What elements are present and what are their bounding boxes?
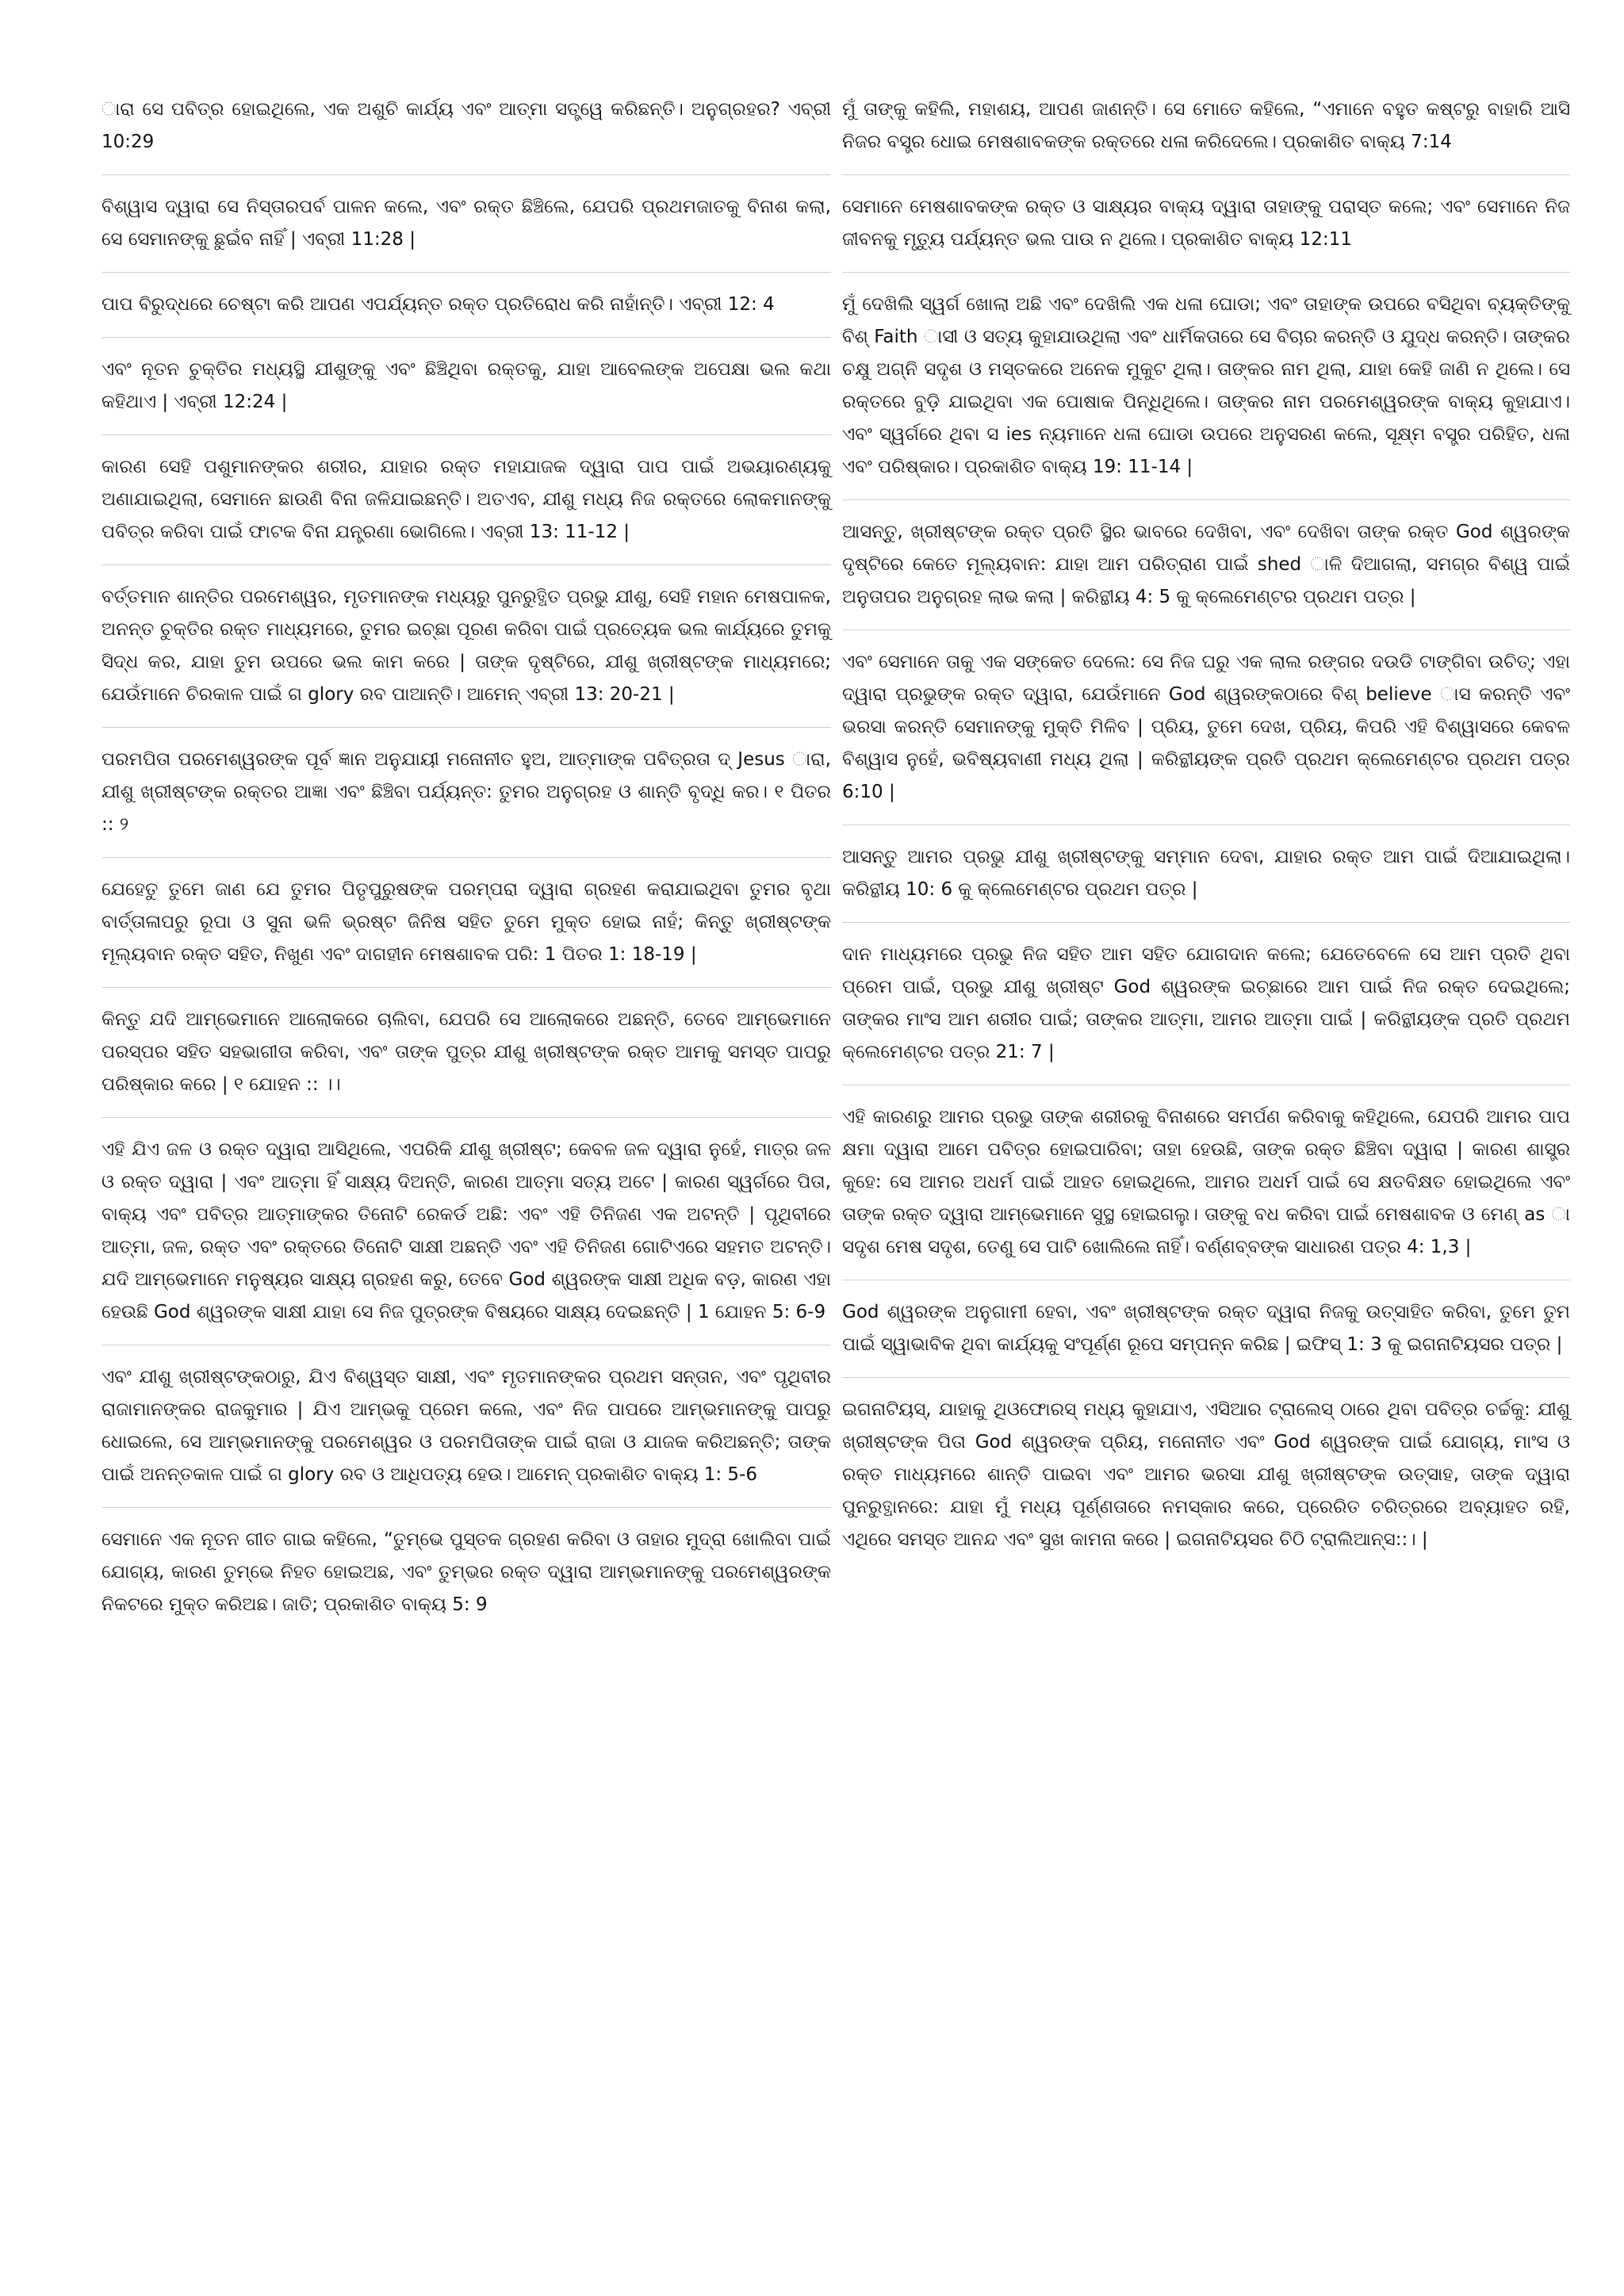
paragraph-divider [102,1507,831,1508]
verse-paragraph: ପାପ ବିରୁଦ୍ଧରେ ଚେଷ୍ଟା କରି ଆପଣ ଏପର୍ଯ୍ୟନ୍ତ ରକ୍ତ ପ୍ରତିରୋଧ କରି ନାହାଁନ୍ତି। ଏବ୍ରୀ 12: 4 [102,294,775,315]
paragraph-divider [842,922,1570,923]
verse-paragraph: ମୁଁ ଦେଖିଲି ସ୍ୱର୍ଗ ଖୋଲା ଅଛି ଏବଂ ଦେଖିଲି ଏକ ଧଳା ଘୋଡା; ଏବଂ ତାହାଙ୍କ ଉପରେ ବସିଥିବା ବ୍ୟକ୍ତିଙ୍କୁ ବିଶ୍ Faith ାସୀ ଓ ସତ୍ୟ କୁହାଯାଉଥିଲା ଏବଂ ଧାର୍ମିକତାରେ ସେ ବିଚାର କରନ୍ତି ଓ ଯୁଦ୍ଧ କରନ୍ତି। ତାଙ୍କର ଚକ୍ଷୁ ଅଗ୍ନି ସଦୃଶ ଓ ମସ୍ତକରେ ଅନେକ ମୁକୁଟ ଥିଲା। ତାଙ୍କର ନାମ ଥିଲା, ଯାହା କେହି ଜାଣି ନ ଥିଲେ। ସେ ରକ୍ତରେ ବୁଡ଼ି ଯାଇଥିବା ଏକ ପୋଷାକ ପିନ୍ଧିଥିଲେ। ତାଙ୍କର ନାମ ପରମେଶ୍ୱରଙ୍କ ବାକ୍ୟ କୁହାଯାଏ। ଏବଂ ସ୍ୱର୍ଗରେ ଥିବା ସ ies ନ୍ୟମାନେ ଧଳା ଘୋଡା ଉପରେ ଅନୁସରଣ କଲେ, ସୂକ୍ଷ୍ମ ବସ୍ତ୍ର ପରିହିତ, ଧଳା ଏବଂ ପରିଷ୍କାର। ପ୍ରକାଶିତ ବାକ୍ୟ 19: 11-14 | [842,294,1570,477]
left-column [102,94,831,1621]
paragraph-divider [842,499,1570,500]
verse-paragraph: ଏବଂ ସେମାନେ ତାକୁ ଏକ ସଙ୍କେତ ଦେଲେ: ସେ ନିଜ ଘରୁ ଏକ ଲାଲ ରଙ୍ଗର ଦଉଡି ଟାଙ୍ଗିବା ଉଚିତ୍; ଏହା ଦ୍ୱାରା ପ୍ରଭୁଙ୍କ ରକ୍ତ ଦ୍ୱାରା, ଯେଉଁମାନେ God ଶ୍ୱରଙ୍କଠାରେ ବିଶ୍ believe ାସ କରନ୍ତି ଏବଂ ଭରସା କରନ୍ତି ସେମାନଙ୍କୁ ମୁକ୍ତି ମିଳିବ | ପ୍ରିୟ, ତୁମେ ଦେଖ, ପ୍ରିୟ, କିପରି ଏହି ବିଶ୍ୱାସରେ କେବଳ ବିଶ୍ୱାସ ନୁହେଁ, ଭବିଷ୍ୟବାଣୀ ମଧ୍ୟ ଥିଲା | କରିନ୍ଥୀୟଙ୍କ ପ୍ରତି ପ୍ରଥମ କ୍ଲେମେଣ୍ଟର ପ୍ରଥମ ପତ୍ର 6:10 | [842,652,1570,802]
verse-paragraph: ବିଶ୍ୱାସ ଦ୍ୱାରା ସେ ନିସ୍ତାରପର୍ବ ପାଳନ କଲେ, ଏବଂ ରକ୍ତ ଛିଞ୍ଚିଲେ, ଯେପରି ପ୍ରଥମଜାତକୁ ବିନାଶ କଲା, ସେ ସେମାନଙ୍କୁ ଛୁଇଁବ ନାହିଁ | ଏବ୍ରୀ 11:28 | [102,197,831,250]
verse-paragraph: ଏହି କାରଣରୁ ଆମର ପ୍ରଭୁ ତାଙ୍କ ଶରୀରକୁ ବିନାଶରେ ସମର୍ପଣ କରିବାକୁ କହିଥିଲେ, ଯେପରି ଆମର ପାପ କ୍ଷମା ଦ୍ୱାରା ଆମେ ପବିତ୍ର ହୋଇପାରିବା; ତାହା ହେଉଛି, ତାଙ୍କ ରକ୍ତ ଛିଞ୍ଚିବା ଦ୍ୱାରା | କାରଣ ଶାସ୍ତ୍ର କୁହେ: ସେ ଆମର ଅଧର୍ମ ପାଇଁ ଆହତ ହୋଇଥିଲେ, ଆମର ଅଧର୍ମ ପାଇଁ ସେ କ୍ଷତବିକ୍ଷତ ହୋଇଥିଲେ ଏବଂ ତାଙ୍କ ରକ୍ତ ଦ୍ୱାରା ଆମ୍ଭେମାନେ ସୁସ୍ଥ ହୋଇଗଲୁ। ତାଙ୍କୁ ବଧ କରିବା ପାଇଁ ମେଷଶାବକ ଓ ମେଣ୍ as ା ସଦୃଶ ମେଷ ସଦୃଶ, ତେଣୁ ସେ ପାଟି ଖୋଲିଲେ ନାହିଁ। ବର୍ଣ୍ଣବ୍ବଙ୍କ ସାଧାରଣ ପତ୍ର 4: 1,3 | [842,1107,1570,1257]
verse-paragraph: ଏବଂ ଯୀଶୁ ଖ୍ରୀଷ୍ଟଙ୍କଠାରୁ, ଯିଏ ବିଶ୍ୱସ୍ତ ସାକ୍ଷୀ, ଏବଂ ମୃତମାନଙ୍କର ପ୍ରଥମ ସନ୍ତାନ, ଏବଂ ପୃଥିବୀର ରାଜାମାନଙ୍କର ରାଜକୁମାର | ଯିଏ ଆମ୍ଭକୁ ପ୍ରେମ କଲେ, ଏବଂ ନିଜ ପାପରେ ଆମ୍ଭମାନଙ୍କୁ ପାପରୁ ଧୋଇଲେ, ସେ ଆମ୍ଭମାନଙ୍କୁ ପରମେଶ୍ୱର ଓ ପରମପିତାଙ୍କ ପାଇଁ ରାଜା ଓ ଯାଜକ କରିଅଛନ୍ତି; ତାଙ୍କ ପାଇଁ ଅନନ୍ତକାଳ ପାଇଁ ଗ glory ରବ ଓ ଆଧିପତ୍ୟ ହେଉ। ଆମେନ୍ ପ୍ରକାଶିତ ବାକ୍ୟ 1: 5-6 [102,1367,831,1485]
paragraph-divider [102,174,831,175]
paragraph-divider [102,337,831,338]
verse-paragraph: କାରଣ ସେହି ପଶୁମାନଙ୍କର ଶରୀର, ଯାହାର ରକ୍ତ ମହାଯାଜକ ଦ୍ୱାରା ପାପ ପାଇଁ ଅଭୟାରଣ୍ୟକୁ ଅଣାଯାଇଥିଲା, ସେମାନେ ଛାଉଣି ବିନା ଜଳିଯାଇଛନ୍ତି। ଅତଏବ, ଯୀଶୁ ମଧ୍ୟ ନିଜ ରକ୍ତରେ ଲୋକମାନଙ୍କୁ ପବିତ୍ର କରିବା ପାଇଁ ଫାଟକ ବିନା ଯନ୍ତ୍ରଣା ଭୋଗିଲେ। ଏବ୍ରୀ 13: 11-12 | [102,457,831,542]
verse-paragraph: God ଶ୍ୱରଙ୍କ ଅନୁଗାମୀ ହେବା, ଏବଂ ଖ୍ରୀଷ୍ଟଙ୍କ ରକ୍ତ ଦ୍ୱାରା ନିଜକୁ ଉତ୍ସାହିତ କରିବା, ତୁମେ ତୁମ ପାଇଁ ସ୍ୱାଭାବିକ ଥିବା କାର୍ଯ୍ୟକୁ ସଂପୂର୍ଣ୍ଣ ରୂପେ ସମ୍ପନ୍ନ କରିଛ | ଇଫିସ୍ 1: 3 କୁ ଇଗନାଟିୟସର ପତ୍ର | [842,1302,1570,1355]
paragraph-divider [102,564,831,565]
paragraph-divider [842,174,1570,175]
verse-paragraph: ବର୍ତ୍ତମାନ ଶାନ୍ତିର ପରମେଶ୍ୱର, ମୃତମାନଙ୍କ ମଧ୍ୟରୁ ପୁନରୁତ୍ଥିତ ପ୍ରଭୁ ଯୀଶୁ, ସେହି ମହାନ ମେଷପାଳକ, ଅନନ୍ତ ଚୁକ୍ତିର ରକ୍ତ ମାଧ୍ୟମରେ, ତୁମର ଇଚ୍ଛା ପୂରଣ କରିବା ପାଇଁ ପ୍ରତ୍ୟେକ ଭଲ କାର୍ଯ୍ୟରେ ତୁମକୁ ସିଦ୍ଧ କର, ଯାହା ତୁମ ଉପରେ ଭଲ କାମ କରେ | ତାଙ୍କ ଦୃଷ୍ଟିରେ, ଯୀଶୁ ଖ୍ରୀଷ୍ଟଙ୍କ ମାଧ୍ୟମରେ; ଯେଉଁମାନେ ଚିରକାଳ ପାଇଁ ଗ glory ରବ ପାଆନ୍ତି। ଆମେନ୍ ଏବ୍ରୀ 13: 20-21 | [102,587,831,705]
verse-paragraph: ଇଗନାଟିୟସ୍, ଯାହାକୁ ଥିଓଫୋରସ୍ ମଧ୍ୟ କୁହାଯାଏ, ଏସିଆର ଟ୍ରାଲେସ୍ ଠାରେ ଥିବା ପବିତ୍ର ଚର୍ଚ୍ଚକୁ: ଯୀଶୁ ଖ୍ରୀଷ୍ଟଙ୍କ ପିତା God ଶ୍ୱରଙ୍କ ପ୍ରିୟ, ମନୋନୀତ ଏବଂ God ଶ୍ୱରଙ୍କ ପାଇଁ ଯୋଗ୍ୟ, ମାଂସ ଓ ରକ୍ତ ମାଧ୍ୟମରେ ଶାନ୍ତି ପାଇବା ଏବଂ ଆମର ଭରସା ଯୀଶୁ ଖ୍ରୀଷ୍ଟଙ୍କ ଉତ୍ସାହ, ତାଙ୍କ ଦ୍ୱାରା ପୁନରୁତ୍ଥାନରେ: ଯାହା ମୁଁ ମଧ୍ୟ ପୂର୍ଣ୍ଣତାରେ ନମସ୍କାର କରେ, ପ୍ରେରିତ ଚରିତ୍ରରେ ଅବ୍ୟାହତ ରହି, ଏଥିରେ ସମସ୍ତ ଆନନ୍ଦ ଏବଂ ସୁଖ କାମନା କରେ | ଇଗନାଟିୟସର ଚିଠି ଟ୍ରାଲିଆନ୍ସ::। | [842,1399,1570,1550]
verse-paragraph: ମୁଁ ତାଙ୍କୁ କହିଲି, ମହାଶୟ, ଆପଣ ଜାଣନ୍ତି। ସେ ମୋତେ କହିଲେ, “ଏମାନେ ବହୁତ କଷ୍ଟରୁ ବାହାରି ଆସି ନିଜର ବସ୍ତ୍ର ଧୋଇ ମେଷଶାବକଙ୍କ ରକ୍ତରେ ଧଳା କରିଦେଲେ। ପ୍ରକାଶିତ ବାକ୍ୟ 7:14 [842,99,1570,152]
verse-paragraph: ଆସନ୍ତୁ, ଖ୍ରୀଷ୍ଟଙ୍କ ରକ୍ତ ପ୍ରତି ସ୍ଥିର ଭାବରେ ଦେଖିବା, ଏବଂ ଦେଖିବା ତାଙ୍କ ରକ୍ତ God ଶ୍ୱରଙ୍କ ଦୃଷ୍ଟିରେ କେତେ ମୂଲ୍ୟବାନ: ଯାହା ଆମ ପରିତ୍ରାଣ ପାଇଁ shed ାଳି ଦିଆଗଲା, ସମଗ୍ର ବିଶ୍ୱ ପାଇଁ ଅନୁତାପର ଅନୁଗ୍ରହ ଲାଭ କଲା | କରିନ୍ଥୀୟ 4: 5 କୁ କ୍ଲେମେଣ୍ଟର ପ୍ରଥମ ପତ୍ର | [842,522,1570,607]
verse-paragraph: ାରା ସେ ପବିତ୍ର ହୋଇଥିଲେ, ଏକ ଅଶୁଚି କାର୍ଯ୍ୟ ଏବଂ ଆତ୍ମା ସତ୍ତ୍ୱେ କରିଛନ୍ତି। ଅନୁଗ୍ରହର? ଏବ୍ରୀ 10:29 [102,99,831,152]
paragraph-divider [842,1377,1570,1378]
verse-paragraph: ଏବଂ ନୂତନ ଚୁକ୍ତିର ମଧ୍ୟସ୍ଥି ଯୀଶୁଙ୍କୁ ଏବଂ ଛିଞ୍ଚିଥିବା ରକ୍ତକୁ, ଯାହା ଆବେଲଙ୍କ ଅପେକ୍ଷା ଭଲ କଥା କହିଥାଏ | ଏବ୍ରୀ 12:24 | [102,359,831,412]
paragraph-divider [102,987,831,988]
paragraph-divider [102,727,831,728]
verse-paragraph: ଯେହେତୁ ତୁମେ ଜାଣ ଯେ ତୁମର ପିତୃପୁରୁଷଙ୍କ ପରମ୍ପରା ଦ୍ୱାରା ଗ୍ରହଣ କରାଯାଇଥିବା ତୁମର ବୃଥା ବାର୍ତ୍ତାଳାପରୁ ରୂପା ଓ ସୁନା ଭଳି ଭ୍ରଷ୍ଟ ଜିନିଷ ସହିତ ତୁମେ ମୁକ୍ତ ହୋଇ ନାହଁ; କିନ୍ତୁ ଖ୍ରୀଷ୍ଟଙ୍କ ମୂଲ୍ୟବାନ ରକ୍ତ ସହିତ, ନିଖୁଣ ଏବଂ ଦାଗହୀନ ମେଷଶାବକ ପରି: 1 ପିତର 1: 18-19 | [102,879,831,965]
verse-paragraph: ସେମାନେ ଏକ ନୂତନ ଗୀତ ଗାଇ କହିଲେ, “ତୁମ୍ଭେ ପୁସ୍ତକ ଗ୍ରହଣ କରିବା ଓ ତାହାର ମୁଦ୍ରା ଖୋଲିବା ପାଇଁ ଯୋଗ୍ୟ, କାରଣ ତୁମ୍ଭେ ନିହତ ହୋଇଅଛ, ଏବଂ ତୁମ୍ଭର ରକ୍ତ ଦ୍ୱାରା ଆମ୍ଭମାନଙ୍କୁ ପରମେଶ୍ୱରଙ୍କ ନିକଟରେ ମୁକ୍ତ କରିଅଛ। ଜାତି; ପ୍ରକାଶିତ ବାକ୍ୟ 5: 9 [102,1529,831,1615]
verse-paragraph: ଏହି ଯିଏ ଜଳ ଓ ରକ୍ତ ଦ୍ୱାରା ଆସିଥିଲେ, ଏପରିକି ଯୀଶୁ ଖ୍ରୀଷ୍ଟ; କେବଳ ଜଳ ଦ୍ୱାରା ନୁହେଁ, ମାତ୍ର ଜଳ ଓ ରକ୍ତ ଦ୍ୱାରା | ଏବଂ ଆତ୍ମା ହିଁ ସାକ୍ଷ୍ୟ ଦିଅନ୍ତି, କାରଣ ଆତ୍ମା ସତ୍ୟ ଅଟେ | କାରଣ ସ୍ୱର୍ଗରେ ପିତା, ବାକ୍ୟ ଏବଂ ପବିତ୍ର ଆତ୍ମାଙ୍କର ତିନୋଟି ରେକର୍ଡ ଅଛି: ଏବଂ ଏହି ତିନିଜଣ ଏକ ଅଟନ୍ତି | ପୃଥିବୀରେ ଆତ୍ମା, ଜଳ, ରକ୍ତ ଏବଂ ରକ୍ତରେ ତିନୋଟି ସାକ୍ଷୀ ଅଛନ୍ତି ଏବଂ ଏହି ତିନିଜଣ ଗୋଟିଏରେ ସହମତ ଅଟନ୍ତି। ଯଦି ଆମ୍ଭେମାନେ ମନୁଷ୍ୟର ସାକ୍ଷ୍ୟ ଗ୍ରହଣ କରୁ, ତେବେ God ଶ୍ୱରଙ୍କ ସାକ୍ଷୀ ଅଧିକ ବଡ଼, କାରଣ ଏହା ହେଉଛି God ଶ୍ୱରଙ୍କ ସାକ୍ଷୀ ଯାହା ସେ ନିଜ ପୁତ୍ରଙ୍କ ବିଷୟରେ ସାକ୍ଷ୍ୟ ଦେଇଛନ୍ତି | 1 ଯୋହନ 5: 6-9 [102,1139,831,1322]
verse-paragraph: ସେମାନେ ମେଷଶାବକଙ୍କ ରକ୍ତ ଓ ସାକ୍ଷ୍ୟର ବାକ୍ୟ ଦ୍ୱାରା ତାହାଙ୍କୁ ପରାସ୍ତ କଲେ; ଏବଂ ସେମାନେ ନିଜ ଜୀବନକୁ ମୃତ୍ୟୁ ପର୍ଯ୍ୟନ୍ତ ଭଲ ପାଉ ନ ଥିଲେ। ପ୍ରକାଶିତ ବାକ୍ୟ 12:11 [842,197,1570,250]
verse-paragraph: କିନ୍ତୁ ଯଦି ଆମ୍ଭେମାନେ ଆଲୋକରେ ଚାଲିବା, ଯେପରି ସେ ଆଲୋକରେ ଅଛନ୍ତି, ତେବେ ଆମ୍ଭେମାନେ ପରସ୍ପର ସହିତ ସହଭାଗୀତା କରିବା, ଏବଂ ତାଙ୍କ ପୁତ୍ର ଯୀଶୁ ଖ୍ରୀଷ୍ଟଙ୍କ ରକ୍ତ ଆମକୁ ସମସ୍ତ ପାପରୁ ପରିଷ୍କାର କରେ | ୧ ଯୋହନ :: ।। [102,1009,831,1095]
paragraph-divider [842,629,1570,630]
paragraph-divider [102,272,831,273]
right-column [842,94,1570,1556]
paragraph-divider [842,272,1570,273]
paragraph-divider [102,857,831,858]
verse-paragraph: ଦାନ ମାଧ୍ୟମରେ ପ୍ରଭୁ ନିଜ ସହିତ ଆମ ସହିତ ଯୋଗଦାନ କଲେ; ଯେତେବେଳେ ସେ ଆମ ପ୍ରତି ଥିବା ପ୍ରେମ ପାଇଁ, ପ୍ରଭୁ ଯୀଶୁ ଖ୍ରୀଷ୍ଟ God ଶ୍ୱରଙ୍କ ଇଚ୍ଛାରେ ଆମ ପାଇଁ ନିଜ ରକ୍ତ ଦେଇଥିଲେ; ତାଙ୍କର ମାଂସ ଆମ ଶରୀର ପାଇଁ; ତାଙ୍କର ଆତ୍ମା, ଆମର ଆତ୍ମା ପାଇଁ | କରିନ୍ଥୀୟଙ୍କ ପ୍ରତି ପ୍ରଥମ କ୍ଲେମେଣ୍ଟର ପତ୍ର 21: 7 | [842,944,1570,1062]
paragraph-divider [102,1117,831,1118]
paragraph-divider [102,434,831,435]
verse-paragraph: ପରମପିତା ପରମେଶ୍ୱରଙ୍କ ପୂର୍ବ ଜ୍ଞାନ ଅନୁଯାୟୀ ମନୋନୀତ ହୁଅ, ଆତ୍ମାଙ୍କ ପବିତ୍ରତା ଦ୍ Jesus ାରା, ଯୀଶୁ ଖ୍ରୀଷ୍ଟଙ୍କ ରକ୍ତର ଆଜ୍ଞା ଏବଂ ଛିଞ୍ଚିବା ପର୍ଯ୍ୟନ୍ତ: ତୁମର ଅନୁଗ୍ରହ ଓ ଶାନ୍ତି ବୃଦ୍ଧି କର। ୧ ପିତର :: ୨ [102,749,831,835]
verse-paragraph: ଆସନ୍ତୁ ଆମର ପ୍ରଭୁ ଯୀଶୁ ଖ୍ରୀଷ୍ଟଙ୍କୁ ସମ୍ମାନ ଦେବା, ଯାହାର ରକ୍ତ ଆମ ପାଇଁ ଦିଆଯାଇଥିଲା। କରିନ୍ଥୀୟ 10: 6 କୁ କ୍ଲେମେଣ୍ଟର ପ୍ରଥମ ପତ୍ର | [842,847,1570,900]
